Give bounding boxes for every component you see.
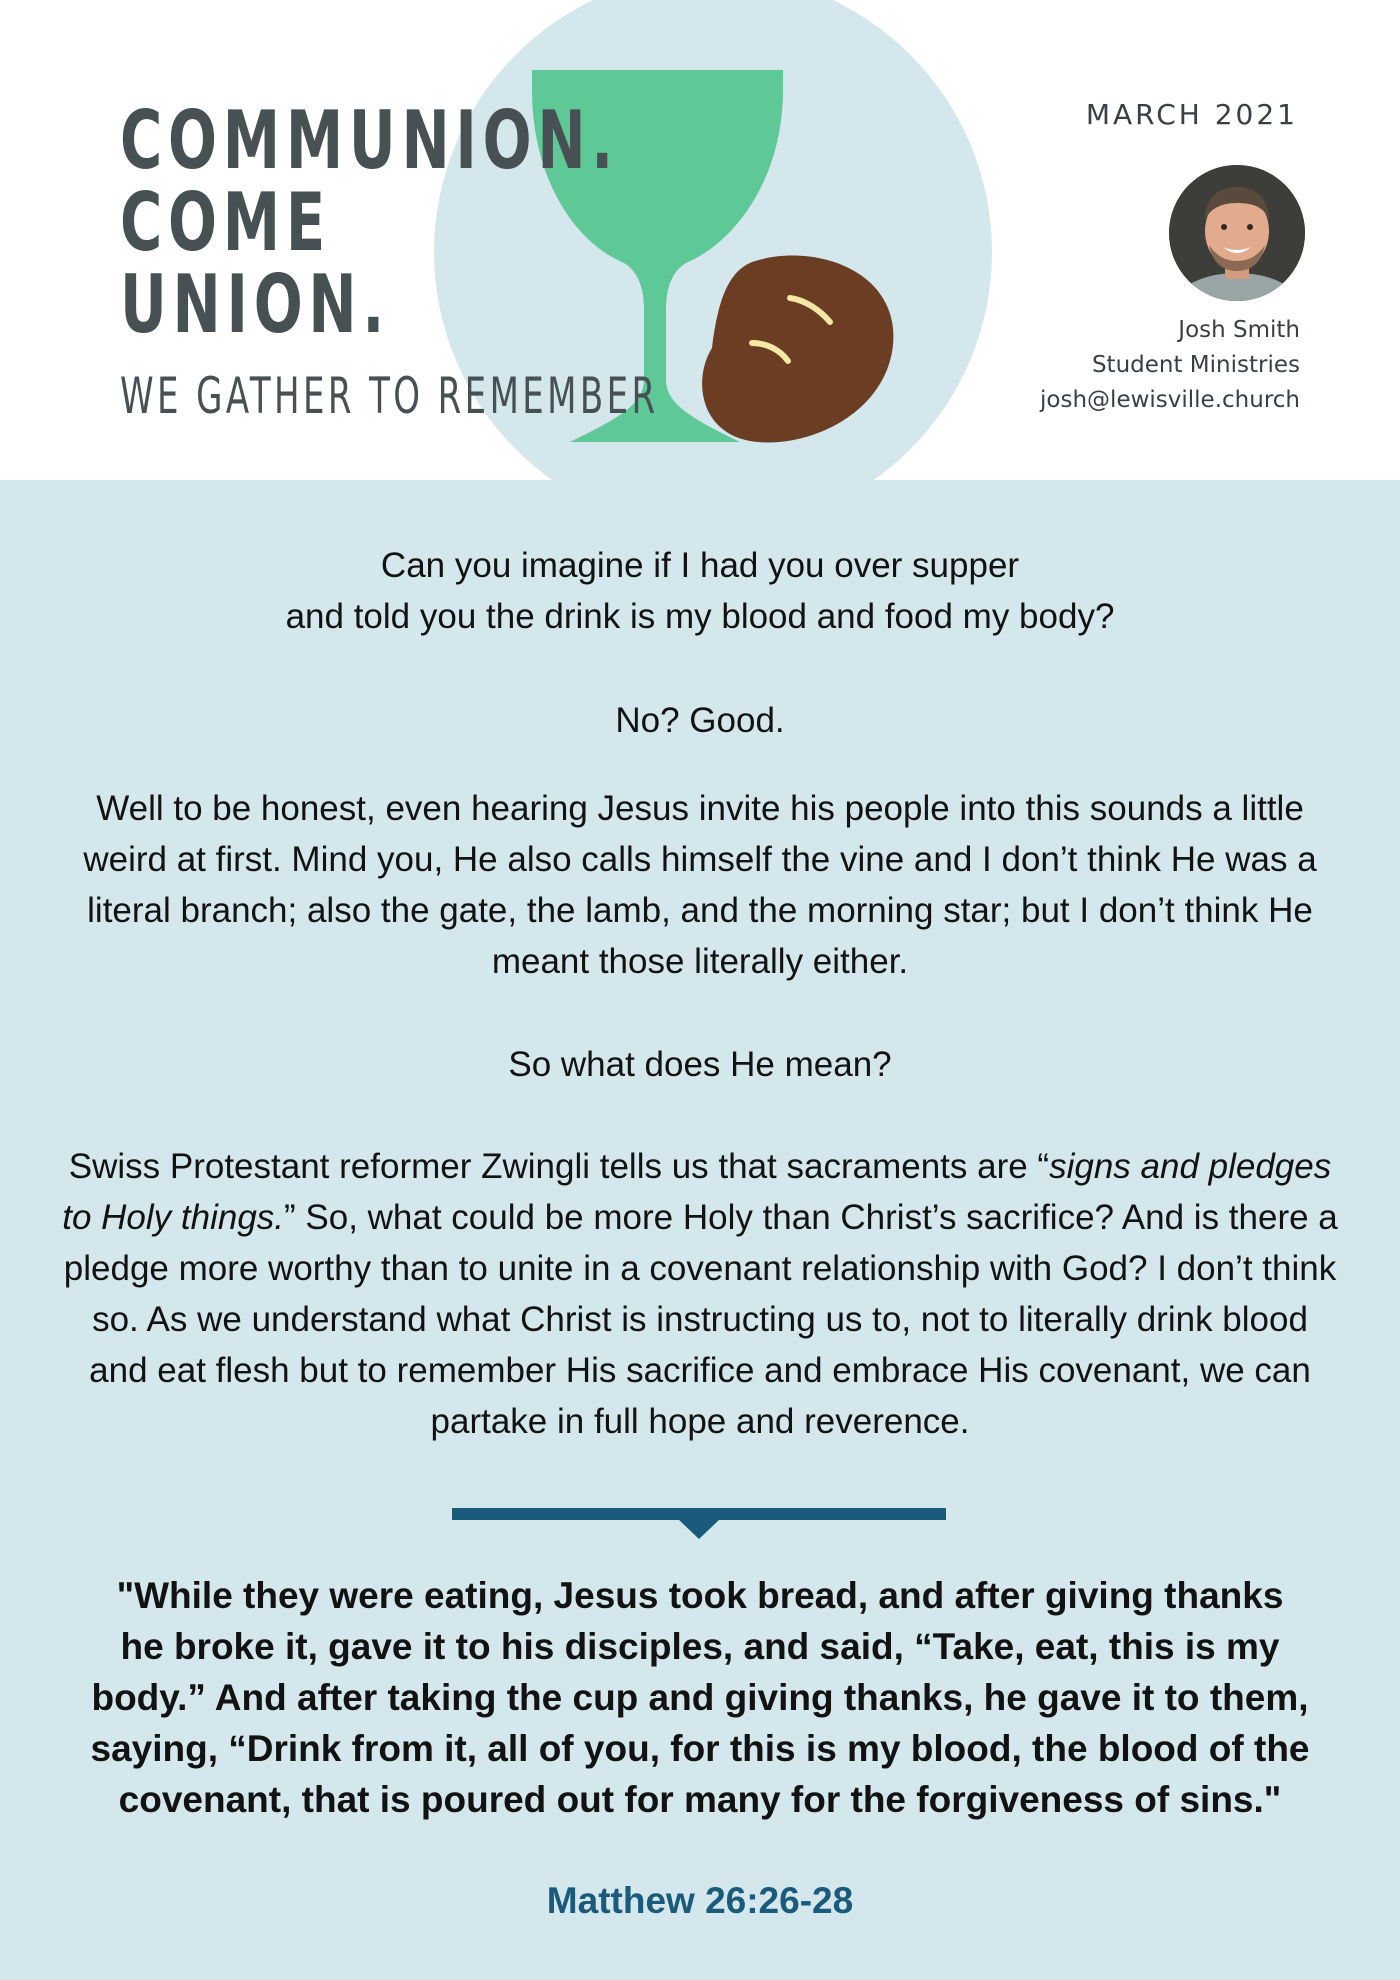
question-paragraph: So what does He mean? [508, 1045, 892, 1084]
intro-line-2: and told you the drink is my blood and food my body? [285, 597, 1115, 636]
answer-paragraph: No? Good. [615, 701, 785, 740]
contact-info [1040, 313, 1300, 418]
intro-line-1: Can you imagine if I had you over supper [380, 546, 1020, 585]
zwingli-paragraph [60, 1141, 1340, 1447]
explanation-paragraph: Well to be honest, even hearing Jesus invite his people into this sounds a little weird at first. Mind you, He also calls himself the vine and I don’t think He was a literal branch; also the gate, the lamb, and the morning star; but I don’t think He meant those literally either. [83, 789, 1317, 981]
contact-email[interactable]: josh@lewisville.church [1040, 387, 1300, 413]
intro-paragraph [60, 540, 1340, 642]
scripture-reference: Matthew 26:26-28 [546, 1880, 854, 1921]
avatar-portrait [1169, 165, 1305, 301]
subtitle: WE GATHER TO REMEMBER [120, 367, 659, 425]
avatar [1169, 165, 1305, 301]
header [0, 0, 1400, 480]
zwingli-text-start: Swiss Protestant reformer Zwingli tells us that sacraments are “ [68, 1147, 1050, 1186]
scripture-quote: "While they were eating, Jesus took bread, and after giving thanks he broke it, gave it to his disciples, and said, “Take, eat, this is my body.” And after taking the cup and giving thanks, he gave it to them, saying, “Drink from it, all of you, for this is my blood, the blood of the covenant, that is poured out for many for the forgiveness of sins." [90, 1575, 1310, 1820]
contact-role: Student Ministries [1091, 352, 1300, 378]
divider-notch [678, 1519, 720, 1539]
contact-name: Josh Smith [1178, 317, 1300, 343]
title-line-1: COMMUNION. [120, 94, 619, 187]
title-block [120, 94, 813, 351]
title-line-3: UNION. [120, 258, 391, 351]
issue-date: MARCH 2021 [1085, 98, 1298, 131]
zwingli-text-end: ” So, what could be more Holy than Christ’s sacrifice? And is there a pledge more worthy than to unite in a covenant relationship with God? I don’t think so. As we understand what Christ is instructing us to, not to literally drink blood and eat flesh but to remember His sacrifice and embrace His covenant, we can partake in full hope and reverence. [63, 1198, 1338, 1441]
title-line-2: COME [120, 176, 331, 269]
zwingli-quote: signs and pledges to Holy things. [62, 1147, 1332, 1237]
